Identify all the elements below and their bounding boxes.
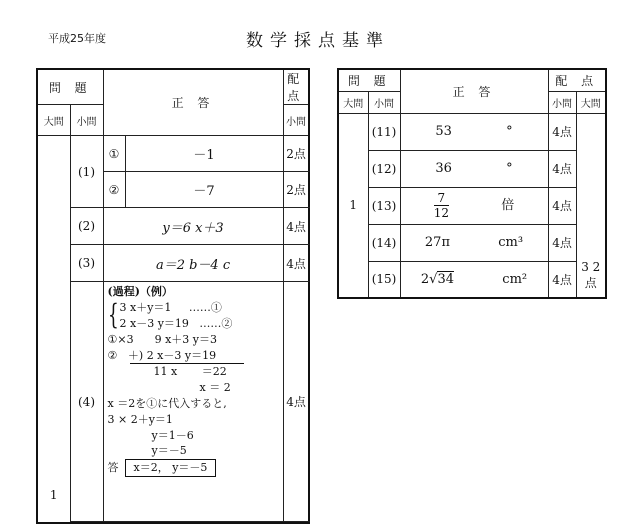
question-number: (15) [368, 261, 400, 298]
header-seitou: 正 答 [103, 69, 283, 136]
points-cell: 4点 [548, 261, 576, 298]
right-scoring-table [337, 68, 607, 299]
header-mondai: 問 題 [338, 69, 400, 91]
answer-value: 36 [435, 161, 452, 176]
step-label: ② [107, 348, 118, 362]
total-text: 点 [584, 276, 597, 290]
step-label: ①×3 [107, 332, 134, 346]
sub-question-number: ② [103, 172, 125, 208]
equation-2: 2 x－3 y＝19 [119, 316, 189, 330]
answer-cell: a＝2 b－4 c [103, 245, 283, 282]
header-haiten: 配 点 [283, 69, 309, 105]
step-equation: ＝22 [201, 365, 227, 379]
header-shomon: 小問 [368, 91, 400, 113]
brace-icon: { [107, 297, 119, 331]
year-label: 平成25年度 [48, 32, 106, 45]
points-cell: 4点 [283, 245, 309, 282]
answer-cell [400, 150, 548, 187]
step-equation: y＝1－6 [151, 428, 194, 442]
step-text: x ＝2を①に代入すると, [107, 396, 227, 410]
equation-2-tag: ……② [199, 316, 233, 330]
header-shomon-points: 小問 [548, 91, 576, 113]
points-cell: 4点 [548, 113, 576, 150]
solution-process [103, 282, 283, 522]
step-equation: x ＝ 2 [199, 381, 231, 395]
answer-unit: cm³ [498, 235, 524, 250]
daimon-total-cell [576, 113, 606, 298]
points-cell: 4点 [548, 150, 576, 187]
header-daimon: 大問 [338, 91, 368, 113]
question-number: (2) [70, 208, 103, 245]
points-cell: 4点 [283, 208, 309, 245]
points-cell: 4点 [548, 224, 576, 261]
step-equation: 9 x＋3 y＝3 [154, 332, 217, 346]
points-cell: 4点 [548, 187, 576, 224]
step-equation: 2 x－3 y＝19 [146, 348, 217, 362]
answer-cell [400, 113, 548, 150]
answer-cell [400, 261, 548, 298]
answer-unit: cm² [502, 271, 528, 287]
points-cell: 4点 [283, 282, 309, 522]
page-title: 数学採点基準 [246, 31, 390, 51]
question-number: (4) [70, 282, 103, 522]
final-answer-box: x＝2， y＝－5 [125, 459, 217, 477]
answer-label: 答 [107, 461, 119, 475]
question-number: (11) [368, 113, 400, 150]
answer-unit: ° [506, 124, 513, 139]
answer-coefficient: 2 [420, 271, 430, 287]
answer-value: 27π [424, 235, 450, 250]
question-number: (14) [368, 224, 400, 261]
question-number: (12) [368, 150, 400, 187]
header-daimon-points: 大問 [576, 91, 606, 113]
sub-question-number: ① [103, 136, 125, 172]
header-seitou: 正 答 [400, 69, 548, 113]
answer-cell: y＝6 x＋3 [103, 208, 283, 245]
fraction-denominator: 12 [433, 206, 449, 220]
left-scoring-table [36, 68, 310, 524]
header-haiten: 配 点 [548, 69, 606, 91]
answer-unit: 倍 [501, 198, 515, 213]
question-number: (3) [70, 245, 103, 282]
answer-cell: －1 [125, 136, 283, 172]
header-daimon: 大問 [37, 105, 70, 136]
answer-cell: －7 [125, 172, 283, 208]
daimon-number: 1 [338, 113, 368, 298]
sqrt-icon: √ [429, 271, 438, 287]
step-equation: 11 x [153, 365, 178, 379]
equation-1-tag: ……① [188, 300, 222, 314]
step-equation: 3 × 2＋y＝1 [107, 412, 173, 426]
header-shomon: 小問 [70, 105, 103, 136]
answer-value: 53 [435, 124, 452, 139]
answer-cell [400, 187, 548, 224]
step-operator: ＋) [127, 348, 144, 362]
fraction-numerator: 7 [434, 191, 449, 206]
answer-unit: ° [506, 161, 513, 176]
answer-radicand: 34 [437, 271, 455, 287]
equation-1: 3 x＋y＝1 [119, 300, 172, 314]
header-shomon-points: 小問 [283, 105, 309, 136]
header-mondai: 問 題 [37, 69, 103, 105]
total-text: 3 2 [581, 260, 601, 274]
question-number: (1) [70, 136, 103, 208]
answer-cell [400, 224, 548, 261]
points-cell: 2点 [283, 172, 309, 208]
process-heading: (過程)（例） [107, 285, 173, 298]
step-equation: y＝－5 [151, 444, 187, 458]
points-cell: 2点 [283, 136, 309, 172]
question-number: (13) [368, 187, 400, 224]
daimon-number: 1 [37, 136, 70, 524]
